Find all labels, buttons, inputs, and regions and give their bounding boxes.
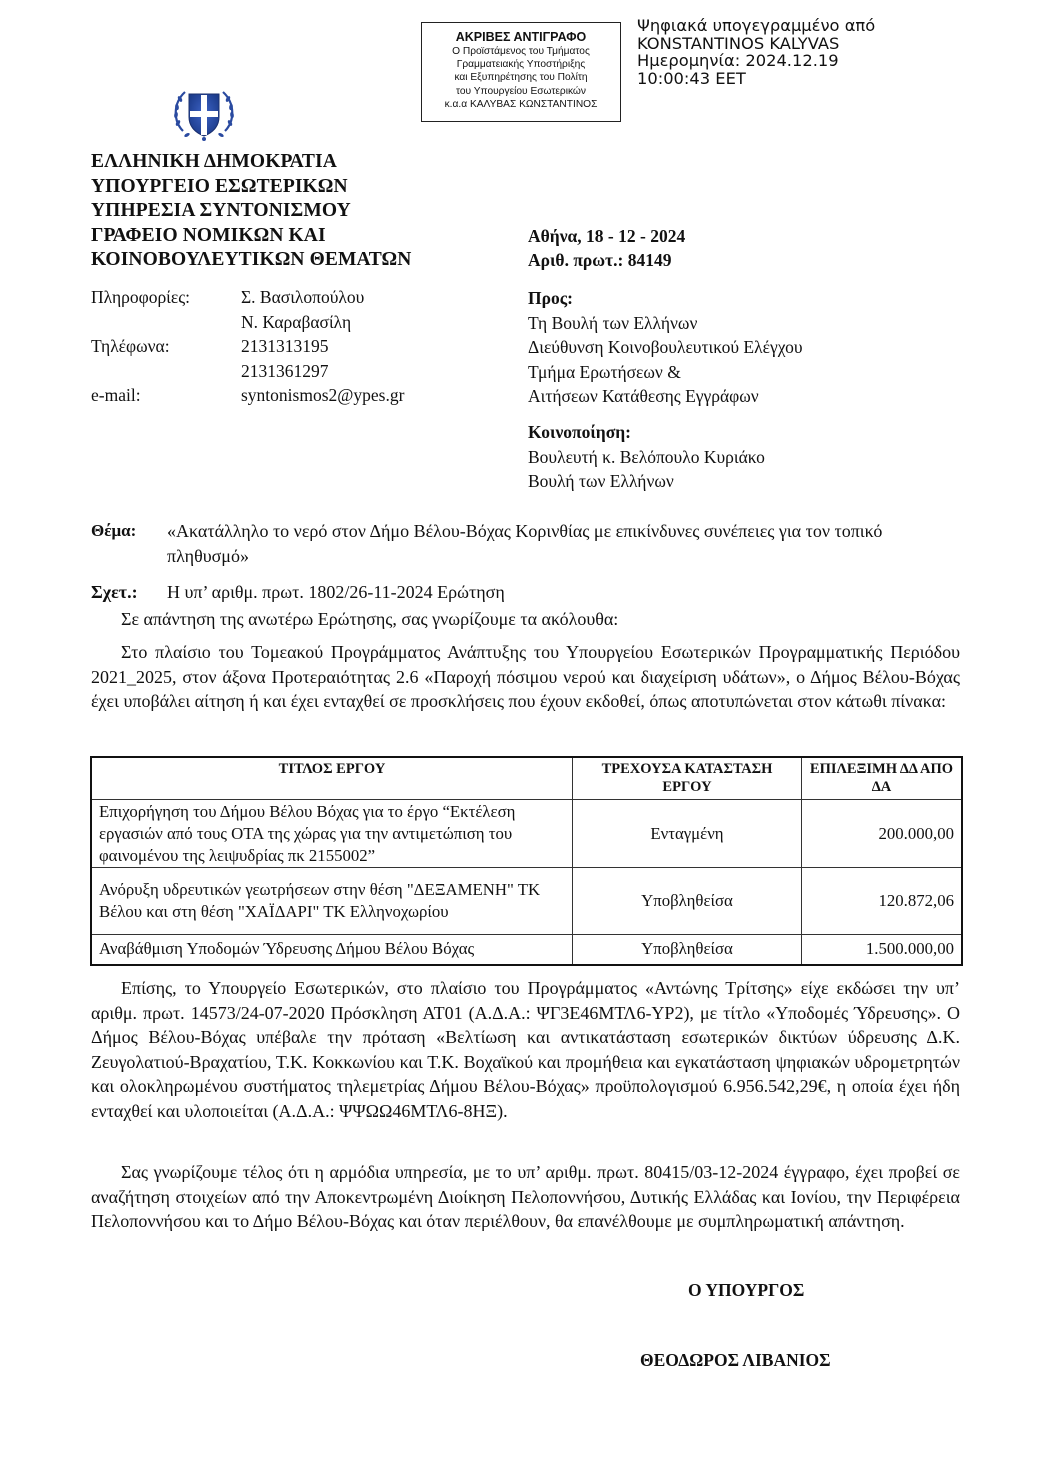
- issuing-authority-header: [91, 150, 411, 273]
- phone-number: 2131361297: [241, 360, 329, 381]
- email-address[interactable]: syntonismos2@ypes.gr: [241, 385, 405, 405]
- cc-label: Κοινοποίηση:: [528, 422, 632, 442]
- recipient-block: [528, 286, 803, 409]
- header-project-status: ΤΡΕΧΟΥΣΑ ΚΑΤΑΣΤΑΣΗ ΕΡΓΟΥ: [573, 757, 802, 800]
- stamp-title: ΑΚΡΙΒΕΣ ΑΝΤΙΓΡΑΦΟ: [455, 30, 587, 44]
- signature-time: 10:00:43 EET: [637, 68, 746, 88]
- cc-line: Βουλή των Ελλήνων: [528, 471, 674, 491]
- project-amount: 200.000,00: [802, 800, 963, 868]
- projects-table: [90, 756, 963, 966]
- signature-signer: KONSTANTINOS KALYVAS: [637, 33, 840, 53]
- stamp-line: Ο Προϊστάμενος του Τμήματος: [452, 46, 590, 57]
- header-line: ΕΛΛΗΝΙΚΗ ΔΗΜΟΚΡΑΤΙΑ: [91, 151, 337, 172]
- recipient-line: Αιτήσεων Κατάθεσης Εγγράφων: [528, 386, 759, 406]
- header-eligible-amount: ΕΠΙΛΕΞΙΜΗ ΔΔ ΑΠΟ ΔΑ: [802, 757, 963, 800]
- stamp-line: Γραμματειακής Υποστήριξης: [456, 59, 586, 71]
- table-header-row: [91, 757, 962, 800]
- signatory-name: ΘΕΟΔΩΡΟΣ ΛΙΒΑΝΙΟΣ: [640, 1350, 831, 1370]
- recipient-line: Διεύθυνση Κοινοβουλευτικού Ελέγχου: [528, 337, 803, 357]
- related-reference: [91, 580, 505, 604]
- info-contact-name: Σ. Βασιλοπούλου: [241, 287, 365, 307]
- email-label: e-mail:: [91, 385, 141, 405]
- project-title: Αναβάθμιση Υποδομών Ύδρευσης Δήμου Βέλου Βόχας: [91, 935, 573, 965]
- phone-label: Τηλέφωνα:: [91, 336, 170, 356]
- project-amount: 1.500.000,00: [802, 935, 963, 965]
- signatory-title: Ο ΥΠΟΥΡΓΟΣ: [688, 1280, 805, 1300]
- project-status: Υποβληθείσα: [573, 935, 802, 965]
- project-title: Ανόρυξη υδρευτικών γεωτρήσεων στην θέση "ΔΕΞΑΜΕΝΗ" ΤΚ Βέλου και στη θέση "ΧΑΪΔΑΡΙ" ΤΚ Ελληνοχωρίου: [91, 868, 573, 935]
- document-date: Αθήνα, 18 - 12 - 2024: [528, 226, 686, 246]
- header-line: ΓΡΑΦΕΙΟ ΝΟΜΙΚΩΝ ΚΑΙ: [91, 224, 326, 246]
- subject-label: Θέμα:: [91, 521, 137, 540]
- header-project-title: ΤΙΤΛΟΣ ΕΡΓΟΥ: [91, 757, 573, 800]
- project-status: Υποβληθείσα: [573, 868, 802, 935]
- protocol-number: Αριθ. πρωτ.: 84149: [528, 249, 672, 270]
- recipient-line: Τη Βουλή των Ελλήνων: [528, 312, 698, 333]
- stamp-line: και Εξυπηρέτησης του Πολίτη: [454, 72, 588, 84]
- related-label: Σχετ.:: [91, 582, 138, 602]
- phone-number: 2131313195: [241, 336, 329, 356]
- stamp-line: κ.α.α ΚΑΛΥΒΑΣ ΚΩΝΣΤΑΝΤΙΝΟΣ: [444, 98, 598, 110]
- cc-line: Βουλευτή κ. Βελόπουλο Κυριάκο: [528, 446, 765, 467]
- header-line: ΚΟΙΝΟΒΟΥΛΕΥΤΙΚΩΝ ΘΕΜΑΤΩΝ: [91, 249, 412, 270]
- project-amount: 120.872,06: [802, 868, 963, 935]
- info-contact-name: Ν. Καραβασίλη: [241, 311, 352, 332]
- table-row: [91, 935, 962, 965]
- body-paragraph-1: Στο πλαίσιο του Τομεακού Προγράμματος Ανάπτυξης του Υπουργείου Εσωτερικών Προγραμματικής Περιόδου 2021_2025, στον άξονα Προτεραιότητας 2.6 «Παροχή πόσιμου νερού και διαχείριση υδάτων», ο Δήμος Βέλου-Βόχας έχει υποβάλει αίτηση ή και έχει ενταχθεί σε προσκλήσεις που έχουν εκδοθεί, όπως αποτυπώνεται στον κάτωθι πίνακα:: [91, 642, 960, 711]
- digital-signature[interactable]: [637, 17, 875, 87]
- recipient-label: Προς:: [528, 288, 573, 308]
- table-row: [91, 868, 962, 935]
- recipient-line: Τμήμα Ερωτήσεων &: [528, 361, 681, 382]
- header-line: ΥΠΟΥΡΓΕΙΟ ΕΣΩΤΕΡΙΚΩΝ: [91, 175, 348, 197]
- stamp-line: του Υπουργείου Εσωτερικών: [456, 85, 586, 97]
- greek-coat-of-arms-icon: [169, 83, 239, 145]
- subject-text: «Ακατάλληλο το νερό στον Δήμο Βέλου-Βόχας Κορινθίας με επικίνδυνες συνέπειες για τον τοπικό πληθυσμό»: [167, 521, 883, 566]
- document-date-protocol: [528, 225, 685, 272]
- body-paragraph-2: Επίσης, το Υπουργείο Εσωτερικών, στο πλαίσιο του Προγράμματος «Αντώνης Τρίτσης» είχε εκδώσει την υπ’ αριθμ. πρωτ. 14573/24-07-2020 Πρόσκληση ΑΤ01 (Α.Δ.Α.: ΨΓ3Ε46ΜΤΛ6-ΥΡ2), με τίτλο «Υποδομές Ύδρευσης». Ο Δήμος Βέλου-Βόχας υπέβαλε την πρόταση «Βελτίωση και αντικατάσταση εσωτερικών δικτύων ύδρευσης Δ.Κ. Ζευγολατιού-Βραχατίου, Τ.Κ. Κοκκωνίου και Τ.Κ. Βοχαϊκού και προμήθεια και εγκατάσταση ψηφιακών υδρομετρητών και ολοκληρωμένου συστήματος τηλεμετρίας Δήμου Βέλου-Βόχας» προϋπολογισμού 6.956.542,29€, η οποία έχει ήδη ενταχθεί και υλοποιείται (Α.Δ.Α.: ΨΨΩΩ46ΜΤΛ6-8ΗΞ).: [91, 978, 960, 1121]
- header-line: ΥΠΗΡΕΣΙΑ ΣΥΝΤΟΝΙΣΜΟΥ: [91, 200, 351, 221]
- contact-info: [91, 285, 404, 408]
- signature-date: Ημερομηνία: 2024.12.19: [637, 51, 839, 70]
- intro-paragraph: Σε απάντηση της ανωτέρω Ερώτησης, σας γνωρίζουμε τα ακόλουθα:: [121, 609, 619, 629]
- signature-caption: Ψηφιακά υπογεγραμμένο από: [637, 16, 876, 35]
- subject-line: [91, 519, 961, 568]
- related-text: Η υπ’ αριθμ. πρωτ. 1802/26-11-2024 Ερώτηση: [167, 582, 505, 602]
- table-row: [91, 800, 962, 868]
- body-paragraph-3: Σας γνωρίζουμε τέλος ότι η αρμόδια υπηρεσία, με το υπ’ αριθμ. πρωτ. 80415/03-12-2024 έγγραφο, έχει προβεί σε αναζήτηση στοιχείων από την Αποκεντρωμένη Διοίκηση Πελοποννήσου, Δυτικής Ελλάδας και Ιονίου, την Περιφέρεια Πελοποννήσου και το Δήμο Βέλου-Βόχας και όταν περιέλθουν, θα επανέλθουμε με συμπληρωματική απάντηση.: [91, 1162, 960, 1231]
- project-title: Επιχορήγηση του Δήμου Βέλου Βόχας για το έργο “Εκτέλεση εργασιών από τους ΟΤΑ της χώρας για την αντιμετώπιση του φαινομένου της λειψυδρίας πκ 2155002”: [91, 800, 573, 868]
- info-label: Πληροφορίες:: [91, 287, 191, 307]
- certified-copy-stamp: [421, 22, 621, 122]
- cc-block: [528, 420, 765, 494]
- project-status: Ενταγμένη: [573, 800, 802, 868]
